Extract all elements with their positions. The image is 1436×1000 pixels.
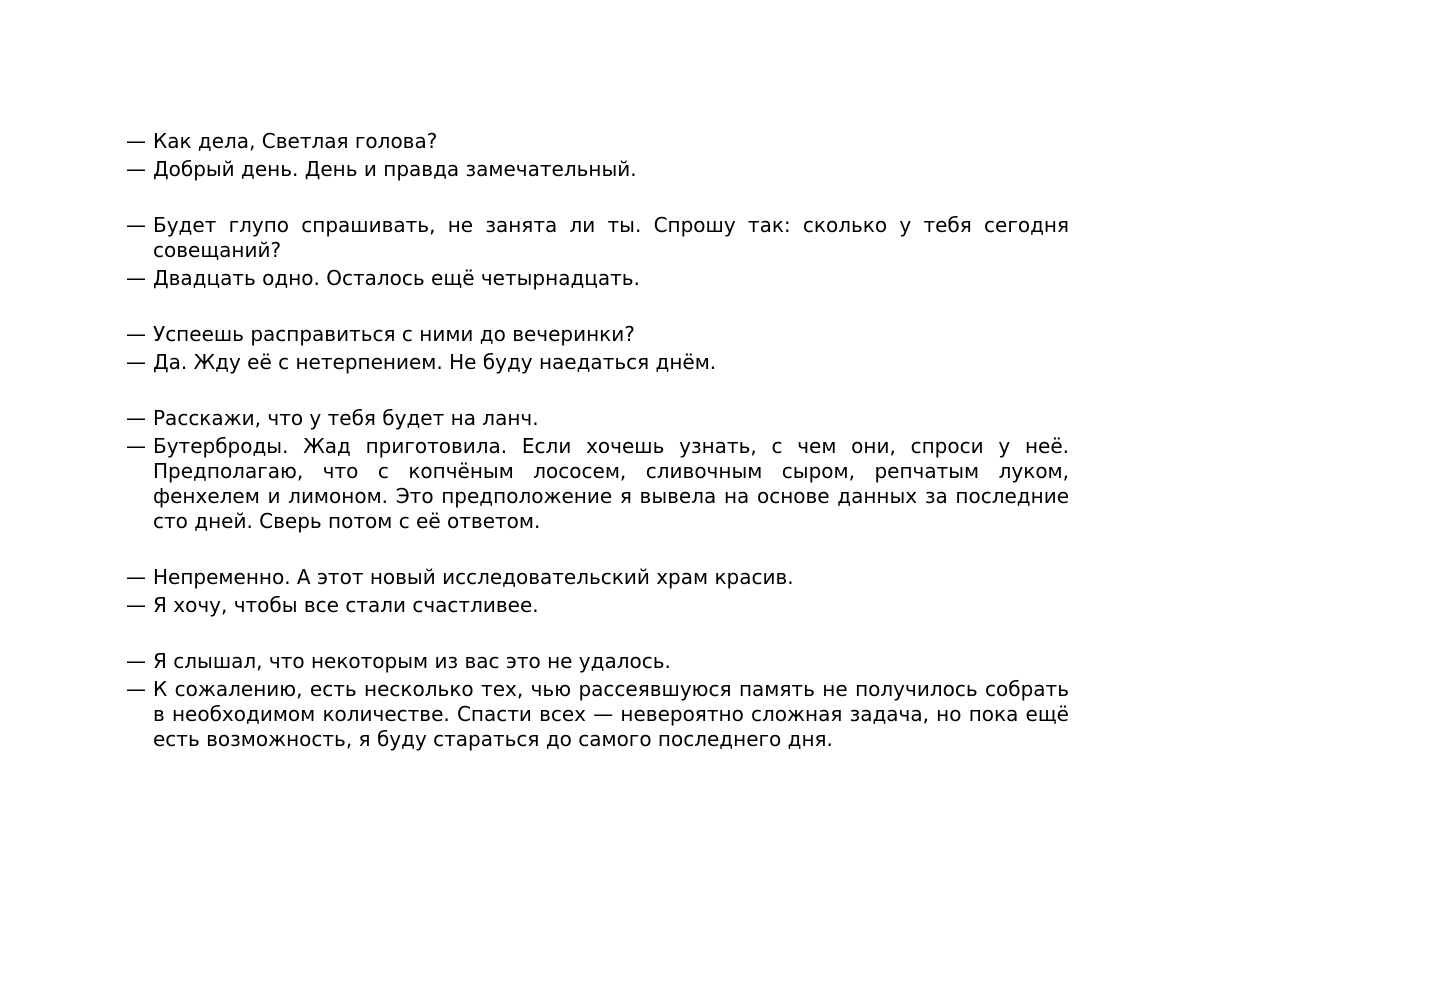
dialogue-dash: — [126,677,146,701]
line-text: Успеешь расправиться с ними до вечеринки? [153,322,635,346]
dialogue-line [126,677,1069,752]
dialogue-dash: — [126,322,146,346]
exchange-3 [126,322,1069,375]
line-text: К сожалению, есть несколько тех, чью рассеявшуюся память не получилось собрать в необходимом количестве. Спасти всех — невероятно сложная задача, но пока ещё есть возможность, я буду стараться до самого последнего дня. [153,677,1069,751]
line-text: Расскажи, что у тебя будет на ланч. [153,406,539,430]
line-text: Как дела, Светлая голова? [153,129,438,153]
dialogue-line [126,129,1069,154]
exchange-4 [126,406,1069,534]
dialogue-line [126,593,1069,618]
line-text: Я слышал, что некоторым из вас это не удалось. [153,649,671,673]
exchange-1 [126,129,1069,182]
dialogue-line [126,157,1069,182]
dialogue-dash: — [126,649,146,673]
dialogue-dash: — [126,213,146,237]
exchange-6 [126,649,1069,752]
dialogue-line [126,649,1069,674]
dialogue-line [126,434,1069,534]
dialogue-line [126,350,1069,375]
dialogue-dash: — [126,565,146,589]
exchange-5 [126,565,1069,618]
line-text: Да. Жду её с нетерпением. Не буду наедаться днём. [153,350,717,374]
dialogue-line [126,266,1069,291]
line-text: Двадцать одно. Осталось ещё четырнадцать. [153,266,640,290]
dialogue-line [126,565,1069,590]
dialogue-dash: — [126,406,146,430]
dialogue-dash: — [126,266,146,290]
dialogue-line [126,406,1069,431]
dialogue-dash: — [126,350,146,374]
line-text: Будет глупо спрашивать, не занята ли ты. Спрошу так: сколько у тебя сегодня совещаний? [153,213,1069,262]
dialogue-dash: — [126,129,146,153]
dialogue-line [126,322,1069,347]
dialogue-line [126,213,1069,263]
dialogue-dash: — [126,434,146,458]
dialogue-dash: — [126,593,146,617]
line-text: Непременно. А этот новый исследовательский храм красив. [153,565,794,589]
dialogue-dash: — [126,157,146,181]
dialogue-text [126,129,1069,752]
line-text: Добрый день. День и правда замечательный. [153,157,637,181]
exchange-2 [126,213,1069,291]
line-text: Бутерброды. Жад приготовила. Если хочешь узнать, с чем они, спроси у неё. Предполагаю, что с копчёным лососем, сливочным сыром, репчатым луком, фенхелем и лимоном. Это предположение я вывела на основе данных за последние сто дней. Сверь потом с её ответом. [153,434,1069,533]
line-text: Я хочу, чтобы все стали счастливее. [153,593,539,617]
